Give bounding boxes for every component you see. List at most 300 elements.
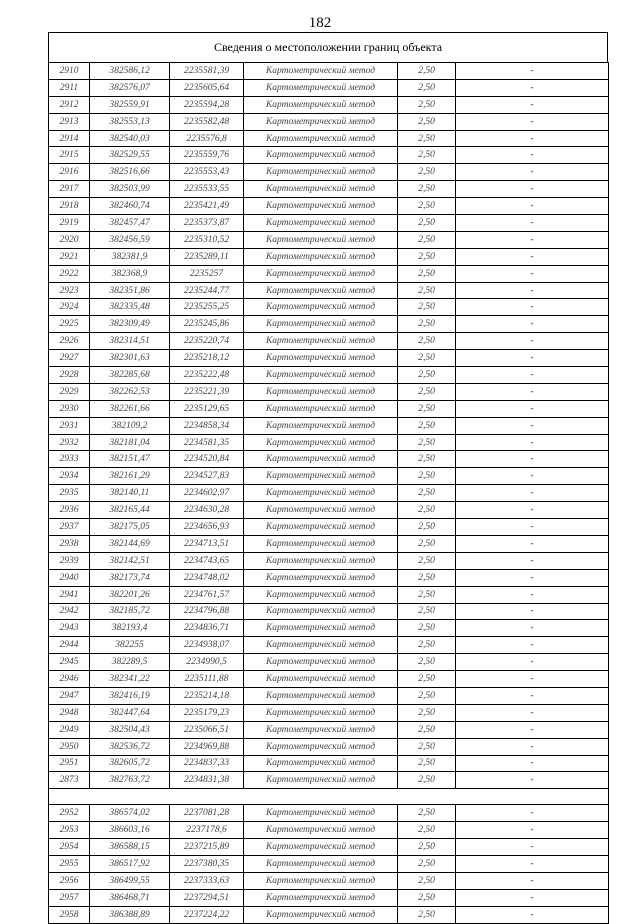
table-row (49, 502, 609, 519)
table-row (49, 671, 609, 688)
description-cell: - (456, 671, 609, 688)
x-coordinate-cell: 386499,55 (90, 872, 170, 889)
x-coordinate-cell: 382193,4 (90, 620, 170, 637)
y-coordinate-cell: 2234602,97 (170, 485, 244, 502)
y-coordinate-cell: 2234836,71 (170, 620, 244, 637)
accuracy-cell: 2,50 (398, 417, 456, 434)
description-cell: - (456, 451, 609, 468)
description-cell: - (456, 400, 609, 417)
point-number-cell: 2937 (49, 519, 90, 536)
description-cell: - (456, 164, 609, 181)
point-number-cell: 2954 (49, 839, 90, 856)
point-number-cell: 2934 (49, 468, 90, 485)
description-cell: - (456, 316, 609, 333)
method-cell: Картометрический метод (244, 755, 398, 772)
y-coordinate-cell: 2235605,64 (170, 79, 244, 96)
method-cell: Картометрический метод (244, 687, 398, 704)
table-row (49, 468, 609, 485)
point-number-cell: 2933 (49, 451, 90, 468)
point-number-cell: 2924 (49, 299, 90, 316)
point-number-cell: 2922 (49, 265, 90, 282)
accuracy-cell: 2,50 (398, 552, 456, 569)
y-coordinate-cell: 2234656,93 (170, 519, 244, 536)
method-cell: Картометрический метод (244, 130, 398, 147)
x-coordinate-cell: 382416,19 (90, 687, 170, 704)
y-coordinate-cell: 2234831,38 (170, 772, 244, 789)
x-coordinate-cell: 382529,55 (90, 147, 170, 164)
accuracy-cell: 2,50 (398, 367, 456, 384)
description-cell: - (456, 805, 609, 822)
method-cell: Картометрический метод (244, 502, 398, 519)
description-cell: - (456, 96, 609, 113)
x-coordinate-cell: 382301,63 (90, 350, 170, 367)
x-coordinate-cell: 382447,64 (90, 704, 170, 721)
x-coordinate-cell: 382142,51 (90, 552, 170, 569)
y-coordinate-cell: 2235222,48 (170, 367, 244, 384)
description-cell: - (456, 282, 609, 299)
method-cell: Картометрический метод (244, 872, 398, 889)
method-cell: Картометрический метод (244, 721, 398, 738)
point-number-cell: 2935 (49, 485, 90, 502)
description-cell: - (456, 181, 609, 198)
x-coordinate-cell: 382262,53 (90, 383, 170, 400)
table-row (49, 265, 609, 282)
method-cell: Картометрический метод (244, 822, 398, 839)
accuracy-cell: 2,50 (398, 586, 456, 603)
x-coordinate-cell: 382457,47 (90, 215, 170, 232)
description-cell: - (456, 502, 609, 519)
method-cell: Картометрический метод (244, 519, 398, 536)
method-cell: Картометрический метод (244, 265, 398, 282)
x-coordinate-cell: 382261,66 (90, 400, 170, 417)
y-coordinate-cell: 2235581,39 (170, 63, 244, 80)
accuracy-cell: 2,50 (398, 316, 456, 333)
accuracy-cell: 2,50 (398, 535, 456, 552)
table-row (49, 654, 609, 671)
accuracy-cell: 2,50 (398, 63, 456, 80)
description-cell: - (456, 350, 609, 367)
accuracy-cell: 2,50 (398, 198, 456, 215)
description-cell: - (456, 822, 609, 839)
table-row (49, 63, 609, 80)
y-coordinate-cell: 2234713,51 (170, 535, 244, 552)
point-number-cell: 2910 (49, 63, 90, 80)
y-coordinate-cell: 2234837,33 (170, 755, 244, 772)
y-coordinate-cell: 2235179,23 (170, 704, 244, 721)
x-coordinate-cell: 382341,22 (90, 671, 170, 688)
method-cell: Картометрический метод (244, 248, 398, 265)
y-coordinate-cell: 2235594,28 (170, 96, 244, 113)
x-coordinate-cell: 382503,99 (90, 181, 170, 198)
block-separator-row (49, 789, 609, 805)
point-number-cell: 2912 (49, 96, 90, 113)
x-coordinate-cell: 386517,92 (90, 855, 170, 872)
accuracy-cell: 2,50 (398, 872, 456, 889)
accuracy-cell: 2,50 (398, 265, 456, 282)
x-coordinate-cell: 382285,68 (90, 367, 170, 384)
table-row (49, 772, 609, 789)
x-coordinate-cell: 382460,74 (90, 198, 170, 215)
y-coordinate-cell: 2234858,34 (170, 417, 244, 434)
accuracy-cell: 2,50 (398, 519, 456, 536)
x-coordinate-cell: 382351,86 (90, 282, 170, 299)
method-cell: Картометрический метод (244, 164, 398, 181)
description-cell: - (456, 772, 609, 789)
accuracy-cell: 2,50 (398, 839, 456, 856)
description-cell: - (456, 721, 609, 738)
description-cell: - (456, 417, 609, 434)
accuracy-cell: 2,50 (398, 603, 456, 620)
accuracy-cell: 2,50 (398, 299, 456, 316)
y-coordinate-cell: 2235255,25 (170, 299, 244, 316)
point-number-cell: 2919 (49, 215, 90, 232)
x-coordinate-cell: 382335,48 (90, 299, 170, 316)
table-row (49, 485, 609, 502)
y-coordinate-cell: 2234520,84 (170, 451, 244, 468)
accuracy-cell: 2,50 (398, 687, 456, 704)
description-cell: - (456, 113, 609, 130)
description-cell: - (456, 198, 609, 215)
description-cell: - (456, 231, 609, 248)
method-cell: Картометрический метод (244, 603, 398, 620)
table-row (49, 215, 609, 232)
point-number-cell: 2915 (49, 147, 90, 164)
accuracy-cell: 2,50 (398, 282, 456, 299)
y-coordinate-cell: 2235533,55 (170, 181, 244, 198)
table-row (49, 282, 609, 299)
y-coordinate-cell: 2234761,57 (170, 586, 244, 603)
accuracy-cell: 2,50 (398, 451, 456, 468)
method-cell: Картометрический метод (244, 383, 398, 400)
table-row (49, 805, 609, 822)
method-cell: Картометрический метод (244, 839, 398, 856)
table-row (49, 620, 609, 637)
table-row (49, 367, 609, 384)
point-number-cell: 2940 (49, 569, 90, 586)
y-coordinate-cell: 2235220,74 (170, 333, 244, 350)
x-coordinate-cell: 382516,66 (90, 164, 170, 181)
method-cell: Картометрический метод (244, 63, 398, 80)
table-row (49, 130, 609, 147)
x-coordinate-cell: 382289,5 (90, 654, 170, 671)
x-coordinate-cell: 386468,71 (90, 889, 170, 906)
point-number-cell: 2948 (49, 704, 90, 721)
description-cell: - (456, 79, 609, 96)
table-row (49, 855, 609, 872)
point-number-cell: 2923 (49, 282, 90, 299)
point-number-cell: 2955 (49, 855, 90, 872)
table-row (49, 96, 609, 113)
method-cell: Картометрический метод (244, 451, 398, 468)
accuracy-cell: 2,50 (398, 468, 456, 485)
accuracy-cell: 2,50 (398, 147, 456, 164)
point-number-cell: 2911 (49, 79, 90, 96)
table-row (49, 198, 609, 215)
x-coordinate-cell: 382151,47 (90, 451, 170, 468)
method-cell: Картометрический метод (244, 113, 398, 130)
method-cell: Картометрический метод (244, 96, 398, 113)
accuracy-cell: 2,50 (398, 738, 456, 755)
method-cell: Картометрический метод (244, 704, 398, 721)
accuracy-cell: 2,50 (398, 620, 456, 637)
boundary-table-frame (48, 32, 608, 924)
accuracy-cell: 2,50 (398, 704, 456, 721)
table-row (49, 350, 609, 367)
y-coordinate-cell: 2235129,65 (170, 400, 244, 417)
accuracy-cell: 2,50 (398, 231, 456, 248)
method-cell: Картометрический метод (244, 586, 398, 603)
table-row (49, 552, 609, 569)
table-row (49, 383, 609, 400)
description-cell: - (456, 248, 609, 265)
y-coordinate-cell: 2235421,49 (170, 198, 244, 215)
accuracy-cell: 2,50 (398, 805, 456, 822)
separator-cell (49, 789, 609, 805)
method-cell: Картометрический метод (244, 569, 398, 586)
accuracy-cell: 2,50 (398, 485, 456, 502)
x-coordinate-cell: 382605,72 (90, 755, 170, 772)
accuracy-cell: 2,50 (398, 889, 456, 906)
y-coordinate-cell: 2237215,89 (170, 839, 244, 856)
point-number-cell: 2918 (49, 198, 90, 215)
y-coordinate-cell: 2237380,35 (170, 855, 244, 872)
y-coordinate-cell: 2234796,88 (170, 603, 244, 620)
description-cell: - (456, 147, 609, 164)
y-coordinate-cell: 2234969,88 (170, 738, 244, 755)
table-row (49, 333, 609, 350)
accuracy-cell: 2,50 (398, 96, 456, 113)
point-number-cell: 2913 (49, 113, 90, 130)
accuracy-cell: 2,50 (398, 502, 456, 519)
y-coordinate-cell: 2235221,39 (170, 383, 244, 400)
y-coordinate-cell: 2237294,51 (170, 889, 244, 906)
x-coordinate-cell: 382381,9 (90, 248, 170, 265)
y-coordinate-cell: 2237224,22 (170, 906, 244, 923)
description-cell: - (456, 299, 609, 316)
accuracy-cell: 2,50 (398, 671, 456, 688)
table-row (49, 569, 609, 586)
table-row (49, 164, 609, 181)
method-cell: Картометрический метод (244, 231, 398, 248)
method-cell: Картометрический метод (244, 637, 398, 654)
y-coordinate-cell: 2237178,6 (170, 822, 244, 839)
x-coordinate-cell: 382763,72 (90, 772, 170, 789)
description-cell: - (456, 63, 609, 80)
accuracy-cell: 2,50 (398, 721, 456, 738)
method-cell: Картометрический метод (244, 316, 398, 333)
x-coordinate-cell: 382185,72 (90, 603, 170, 620)
accuracy-cell: 2,50 (398, 637, 456, 654)
point-number-cell: 2952 (49, 805, 90, 822)
point-number-cell: 2949 (49, 721, 90, 738)
description-cell: - (456, 434, 609, 451)
y-coordinate-cell: 2235066,51 (170, 721, 244, 738)
y-coordinate-cell: 2235559,76 (170, 147, 244, 164)
x-coordinate-cell: 382255 (90, 637, 170, 654)
method-cell: Картометрический метод (244, 671, 398, 688)
method-cell: Картометрический метод (244, 333, 398, 350)
accuracy-cell: 2,50 (398, 79, 456, 96)
table-row (49, 822, 609, 839)
method-cell: Картометрический метод (244, 299, 398, 316)
x-coordinate-cell: 382504,43 (90, 721, 170, 738)
method-cell: Картометрический метод (244, 855, 398, 872)
x-coordinate-cell: 382173,74 (90, 569, 170, 586)
method-cell: Картометрический метод (244, 906, 398, 923)
point-number-cell: 2930 (49, 400, 90, 417)
table-row (49, 147, 609, 164)
y-coordinate-cell: 2235373,87 (170, 215, 244, 232)
point-number-cell: 2917 (49, 181, 90, 198)
accuracy-cell: 2,50 (398, 215, 456, 232)
point-number-cell: 2927 (49, 350, 90, 367)
accuracy-cell: 2,50 (398, 822, 456, 839)
point-number-cell: 2936 (49, 502, 90, 519)
x-coordinate-cell: 382140,11 (90, 485, 170, 502)
method-cell: Картометрический метод (244, 738, 398, 755)
table-row (49, 451, 609, 468)
point-number-cell: 2931 (49, 417, 90, 434)
point-number-cell: 2932 (49, 434, 90, 451)
description-cell: - (456, 519, 609, 536)
x-coordinate-cell: 382456,59 (90, 231, 170, 248)
description-cell: - (456, 535, 609, 552)
table-row (49, 687, 609, 704)
point-number-cell: 2945 (49, 654, 90, 671)
y-coordinate-cell: 2235214,18 (170, 687, 244, 704)
x-coordinate-cell: 382175,05 (90, 519, 170, 536)
x-coordinate-cell: 382201,26 (90, 586, 170, 603)
y-coordinate-cell: 2234581,35 (170, 434, 244, 451)
x-coordinate-cell: 382540,03 (90, 130, 170, 147)
method-cell: Картометрический метод (244, 147, 398, 164)
method-cell: Картометрический метод (244, 535, 398, 552)
y-coordinate-cell: 2234990,5 (170, 654, 244, 671)
accuracy-cell: 2,50 (398, 130, 456, 147)
table-row (49, 79, 609, 96)
description-cell: - (456, 552, 609, 569)
accuracy-cell: 2,50 (398, 113, 456, 130)
description-cell: - (456, 704, 609, 721)
page-number: 182 (308, 15, 332, 31)
table-row (49, 906, 609, 923)
description-cell: - (456, 215, 609, 232)
point-number-cell: 2950 (49, 738, 90, 755)
method-cell: Картометрический метод (244, 215, 398, 232)
description-cell: - (456, 333, 609, 350)
table-row (49, 400, 609, 417)
x-coordinate-cell: 382586,12 (90, 63, 170, 80)
x-coordinate-cell: 382144,69 (90, 535, 170, 552)
point-number-cell: 2951 (49, 755, 90, 772)
table-row (49, 299, 609, 316)
coordinates-table (48, 62, 609, 924)
method-cell: Картометрический метод (244, 552, 398, 569)
table-row (49, 181, 609, 198)
accuracy-cell: 2,50 (398, 755, 456, 772)
y-coordinate-cell: 2237333,63 (170, 872, 244, 889)
table-row (49, 231, 609, 248)
y-coordinate-cell: 2235553,43 (170, 164, 244, 181)
y-coordinate-cell: 2235576,8 (170, 130, 244, 147)
method-cell: Картометрический метод (244, 198, 398, 215)
method-cell: Картометрический метод (244, 772, 398, 789)
y-coordinate-cell: 2235582,48 (170, 113, 244, 130)
x-coordinate-cell: 382161,29 (90, 468, 170, 485)
accuracy-cell: 2,50 (398, 772, 456, 789)
accuracy-cell: 2,50 (398, 333, 456, 350)
point-number-cell: 2916 (49, 164, 90, 181)
method-cell: Картометрический метод (244, 805, 398, 822)
method-cell: Картометрический метод (244, 79, 398, 96)
y-coordinate-cell: 2234743,65 (170, 552, 244, 569)
point-number-cell: 2921 (49, 248, 90, 265)
point-number-cell: 2926 (49, 333, 90, 350)
x-coordinate-cell: 386588,15 (90, 839, 170, 856)
description-cell: - (456, 872, 609, 889)
description-cell: - (456, 569, 609, 586)
table-row (49, 248, 609, 265)
point-number-cell: 2873 (49, 772, 90, 789)
table-row (49, 535, 609, 552)
y-coordinate-cell: 2235244,77 (170, 282, 244, 299)
accuracy-cell: 2,50 (398, 181, 456, 198)
description-cell: - (456, 738, 609, 755)
point-number-cell: 2941 (49, 586, 90, 603)
accuracy-cell: 2,50 (398, 569, 456, 586)
description-cell: - (456, 468, 609, 485)
y-coordinate-cell: 2234748,02 (170, 569, 244, 586)
table-row (49, 872, 609, 889)
point-number-cell: 2958 (49, 906, 90, 923)
table-row (49, 586, 609, 603)
table-row (49, 316, 609, 333)
point-number-cell: 2925 (49, 316, 90, 333)
description-cell: - (456, 906, 609, 923)
table-row (49, 417, 609, 434)
point-number-cell: 2957 (49, 889, 90, 906)
point-number-cell: 2942 (49, 603, 90, 620)
y-coordinate-cell: 2235245,86 (170, 316, 244, 333)
method-cell: Картометрический метод (244, 367, 398, 384)
accuracy-cell: 2,50 (398, 855, 456, 872)
method-cell: Картометрический метод (244, 350, 398, 367)
accuracy-cell: 2,50 (398, 400, 456, 417)
description-cell: - (456, 687, 609, 704)
table-row (49, 519, 609, 536)
table-row (49, 603, 609, 620)
accuracy-cell: 2,50 (398, 248, 456, 265)
point-number-cell: 2920 (49, 231, 90, 248)
description-cell: - (456, 755, 609, 772)
x-coordinate-cell: 382309,49 (90, 316, 170, 333)
x-coordinate-cell: 382314,51 (90, 333, 170, 350)
x-coordinate-cell: 382576,07 (90, 79, 170, 96)
accuracy-cell: 2,50 (398, 350, 456, 367)
table-row (49, 889, 609, 906)
description-cell: - (456, 855, 609, 872)
description-cell: - (456, 839, 609, 856)
table-row (49, 839, 609, 856)
y-coordinate-cell: 2234630,28 (170, 502, 244, 519)
x-coordinate-cell: 382181,04 (90, 434, 170, 451)
accuracy-cell: 2,50 (398, 164, 456, 181)
description-cell: - (456, 367, 609, 384)
description-cell: - (456, 637, 609, 654)
section-title: Сведения о местоположении границ объекта (48, 32, 608, 62)
point-number-cell: 2943 (49, 620, 90, 637)
point-number-cell: 2953 (49, 822, 90, 839)
